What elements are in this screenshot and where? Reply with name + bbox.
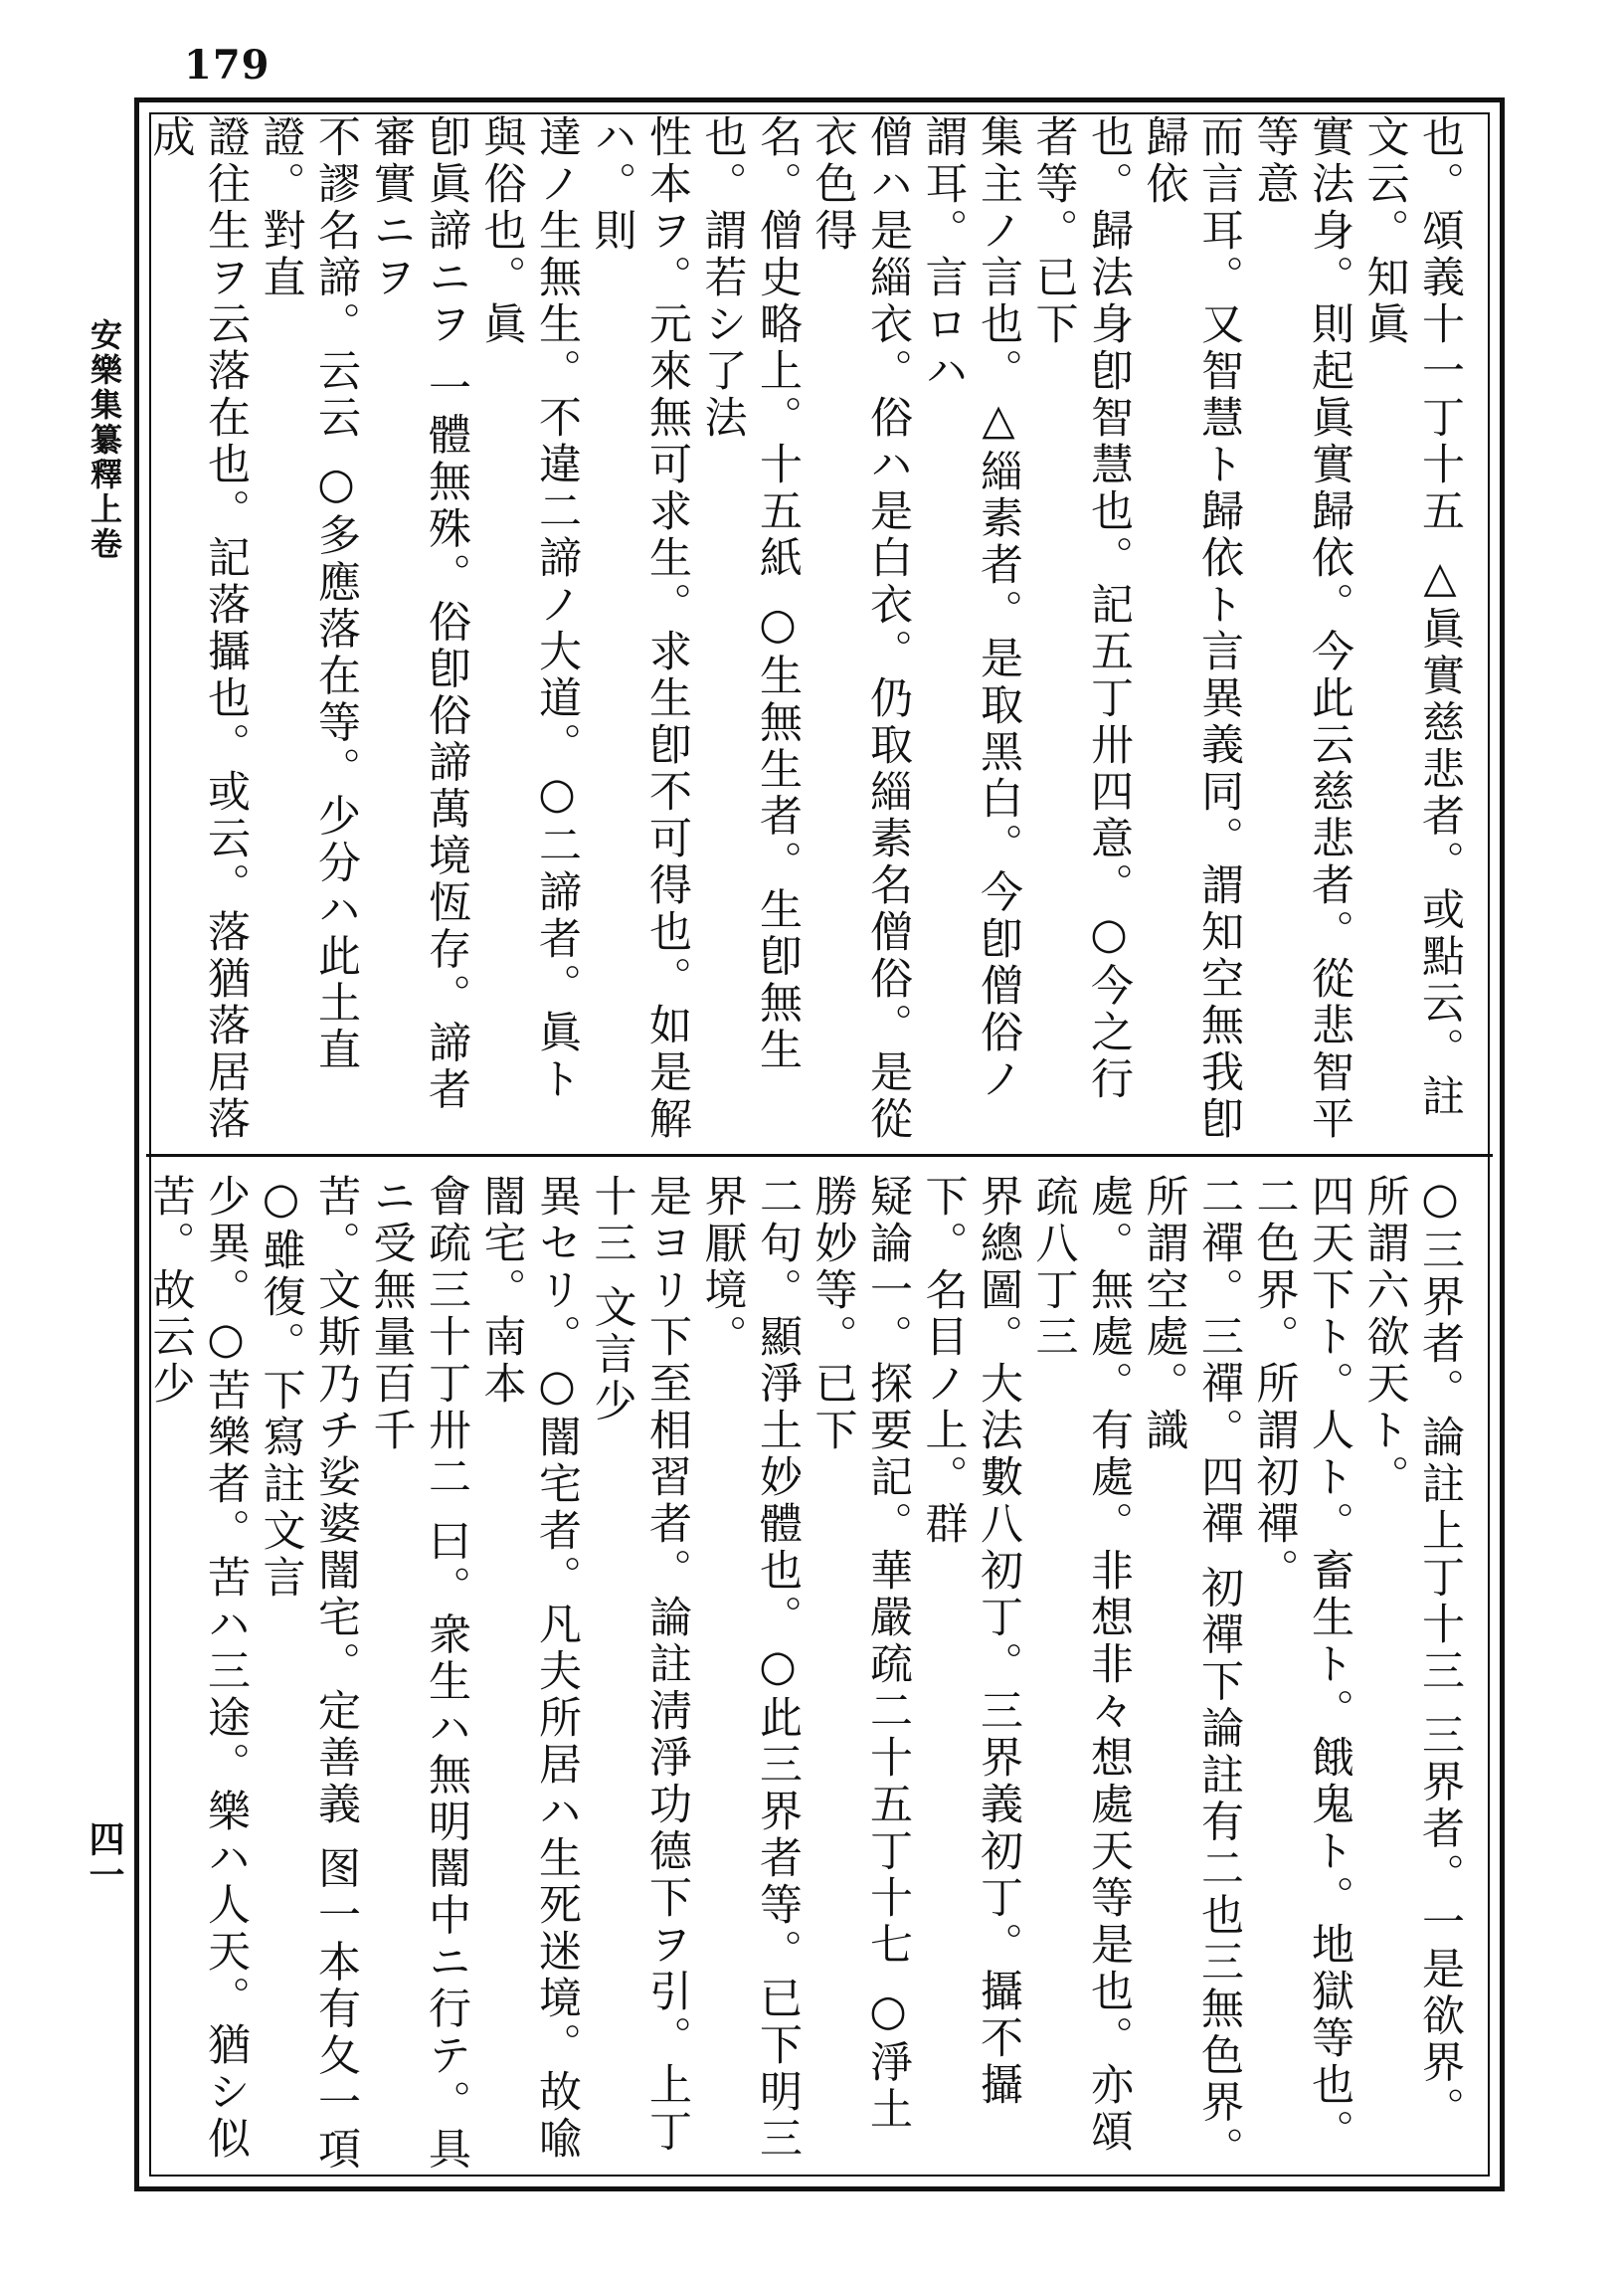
text-line: 是ヨリ下至相習者。論註淸淨功德下ヲ引。上丁十三 文言少 <box>587 1174 692 2156</box>
text-line: 而言耳。又智慧ト歸依ト言異義同。謂知空無我卽歸依 <box>1139 114 1244 1143</box>
text-line: 僧ハ是緇衣。俗ハ是白衣。仍取緇素名僧俗。是從衣色得 <box>808 114 913 1143</box>
text-line: 處。無處。有處。非想非々想處天等是也。亦頌疏八丁三 <box>1028 1174 1134 2156</box>
text-line: 苦。文斯乃チ娑婆闇宅。定善義 图一本有夂一項 ○雖復。下寫註文言 <box>256 1174 361 2174</box>
text-line: 不謬名諦。云云 ○多應落在等。少分ハ此土直證。對直 <box>256 114 361 1074</box>
lower-text-section <box>144 1174 1467 2174</box>
text-line: 二句。顯淨土妙體也。○此三界者等。已下明三界厭境。 <box>697 1174 803 2163</box>
text-line: 實法身。則起眞實歸依。今此云慈悲者。從悲智平等意 <box>1249 114 1354 1143</box>
text-line: 異セリ。○闇宅者。凡夫所居ハ生死迷境。故喩闇宅。南本 <box>476 1174 582 2163</box>
running-head: 安樂集纂釋上卷 <box>86 318 123 562</box>
text-line: 疑論一。探要記。華嚴疏二十五丁十七 ○淨土勝妙等。已下 <box>808 1174 913 2134</box>
text-line: 也。歸法身卽智慧也。記五丁卅四意。○今之行者等。已下 <box>1028 114 1134 1103</box>
text-line: 四天下ト。人ト。畜生ト。餓鬼ト。地獄等也。二色界。所謂初禪。 <box>1249 1174 1354 2156</box>
text-line: 會疏三十丁卅二 曰。衆生ハ無明闇中ニ行テ。具ニ受無量百千 <box>366 1174 471 2174</box>
folio: 四一 <box>84 1820 125 1892</box>
upper-text-section <box>144 114 1467 1144</box>
text-line: 證往生ヲ云落在也。記落攝也。或云。落猶落居落成 <box>145 114 251 1143</box>
text-line: 卽眞諦ニヲ 一體無殊。俗卽俗諦萬境恆存。諦者審實ニヲ <box>366 114 471 1114</box>
text-line: 名。僧史略上。十五紙 ○生無生者。生卽無生也。謂若シ了法 <box>697 114 803 1074</box>
text-line: 也。頌義十一丁十五 △眞實慈悲者。或點云。註文云。知眞 <box>1359 114 1465 1121</box>
page-number: 179 <box>184 42 271 89</box>
text-line: 性本ヲ。元來無可求生。求生卽不可得也。如是解ハ。則 <box>587 114 692 1143</box>
text-line: ○三界者。論註上丁十三 三界者。一是欲界。所謂六欲天ト。 <box>1359 1174 1465 2134</box>
text-line: 界總圖。大法數八初丁。三界義初丁。攝不攝下。名目ノ上。群 <box>918 1174 1023 2109</box>
text-line: 二禪。三禪。四禪 初禪下論註有二也三無色界。所謂空處。識 <box>1139 1174 1244 2174</box>
section-divider <box>146 1154 1493 1157</box>
text-line: 集主ノ言也。△緇素者。是取黑白。今卽僧俗ノ謂耳。言ロハ <box>918 114 1023 1103</box>
text-line: 達ノ生無生。不違二諦ノ大道。○二諦者。眞ト與俗也。眞 <box>476 114 582 1103</box>
text-line: 少異。○苦樂者。苦ハ三途。樂ハ人天。猶シ似苦。故云少 <box>145 1174 251 2163</box>
